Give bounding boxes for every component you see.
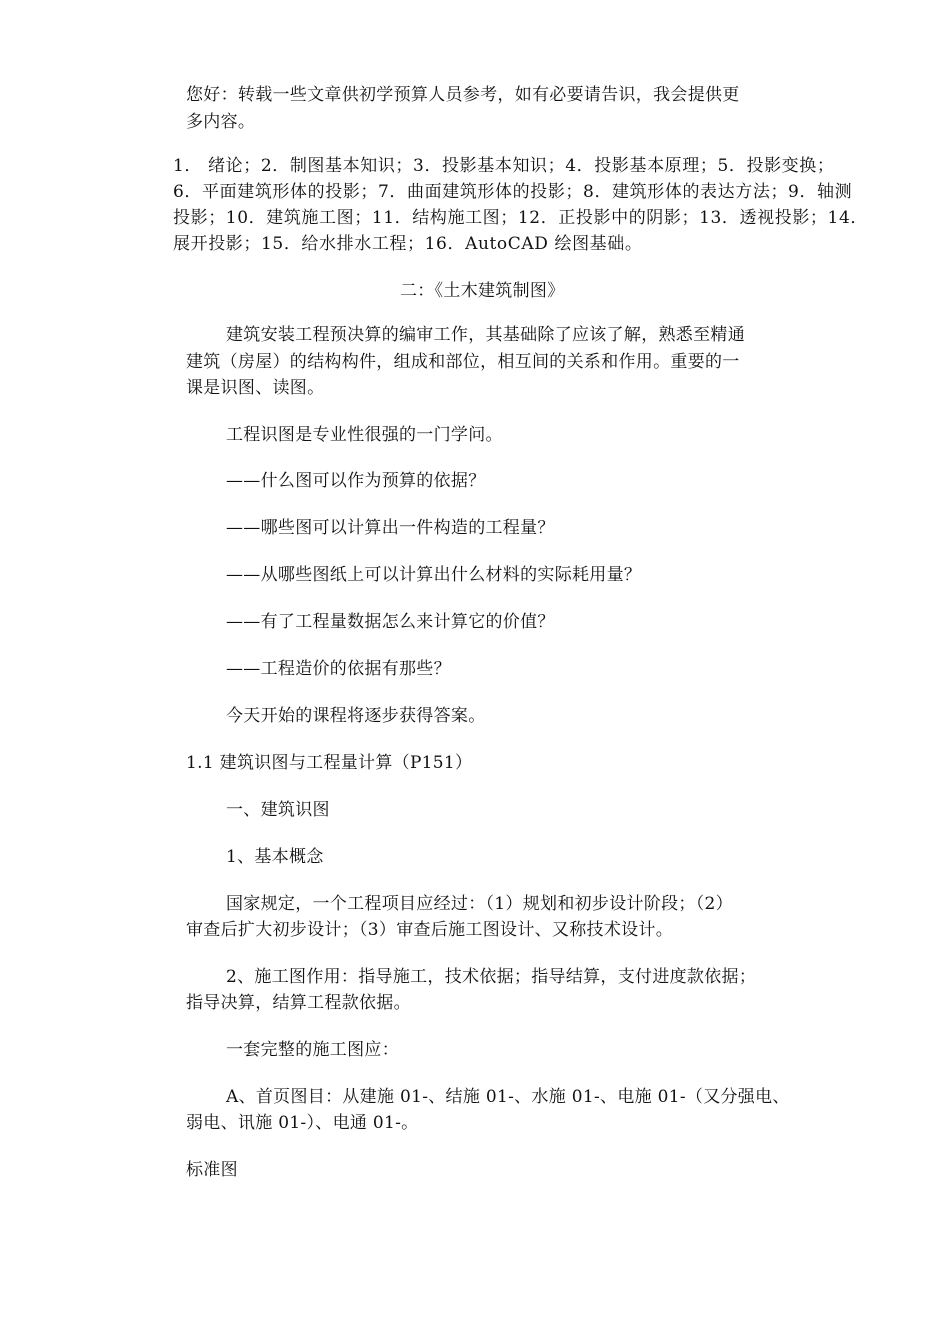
question-1: ——什么图可以作为预算的依据？ (226, 471, 486, 491)
question-5: ——工程造价的依据有那些？ (226, 659, 451, 679)
para1-line-2: 建筑（房屋）的结构构件，组成和部位，相互间的关系和作用。重要的一 (186, 352, 740, 372)
toc-line-4: 展开投影；15．给水排水工程；16．AutoCAD 绘图基础。 (173, 234, 643, 254)
para5-line-1: 2、施工图作用：指导施工，技术依据；指导结算，支付进度款依据； (226, 967, 757, 987)
para4-line-1: 国家规定，一个工程项目应经过：（1）规划和初步设计阶段；（2） (226, 894, 733, 914)
para2: 工程识图是专业性很强的一门学问。 (226, 425, 503, 445)
section-title: 二：《土木建筑制图》 (400, 281, 565, 301)
para1-line-1: 建筑安装工程预决算的编审工作，其基础除了应该了解，熟悉至精通 (226, 325, 745, 345)
para3: 今天开始的课程将逐步获得答案。 (226, 706, 486, 726)
heading-yi: 一、建筑识图 (226, 800, 330, 820)
question-3: ——从哪些图纸上可以计算出什么材料的实际耗用量？ (226, 565, 642, 585)
question-2: ——哪些图可以计算出一件构造的工程量？ (226, 518, 555, 538)
intro-line-1: 您好：转载一些文章供初学预算人员参考，如有必要请告识，我会提供更 (186, 85, 740, 105)
para1-line-3: 课是识图、读图。 (186, 378, 325, 398)
heading-basic-concepts: 1、基本概念 (226, 847, 324, 867)
para4-line-2: 审查后扩大初步设计；（3）审查后施工图设计、又称技术设计。 (186, 920, 674, 940)
question-4: ——有了工程量数据怎么来计算它的价值？ (226, 612, 555, 632)
para6: 一套完整的施工图应： (226, 1040, 399, 1060)
para7-line-2: 弱电、讯施 01-）、电通 01-。 (186, 1113, 419, 1133)
para7-line-1: A、首页图目：从建施 01-、结施 01-、水施 01-、电施 01-（又分强电、 (226, 1087, 790, 1107)
toc-line-2: 6．平面建筑形体的投影；7．曲面建筑形体的投影；8．建筑形体的表达方法；9．轴测 (173, 182, 853, 202)
intro-line-2: 多内容。 (186, 112, 256, 132)
toc-line-1: 1． 绪论；2．制图基本知识；3．投影基本知识；4．投影基本原理；5．投影变换； (173, 156, 835, 176)
para5-line-2: 指导决算，结算工程款依据。 (186, 993, 411, 1013)
para8-standard-drawings: 标准图 (186, 1160, 238, 1180)
toc-line-3: 投影；10．建筑施工图；11．结构施工图；12．正投影中的阴影；13．透视投影；14． (173, 208, 868, 228)
heading-1-1: 1.1 建筑识图与工程量计算（P151） (186, 753, 473, 773)
